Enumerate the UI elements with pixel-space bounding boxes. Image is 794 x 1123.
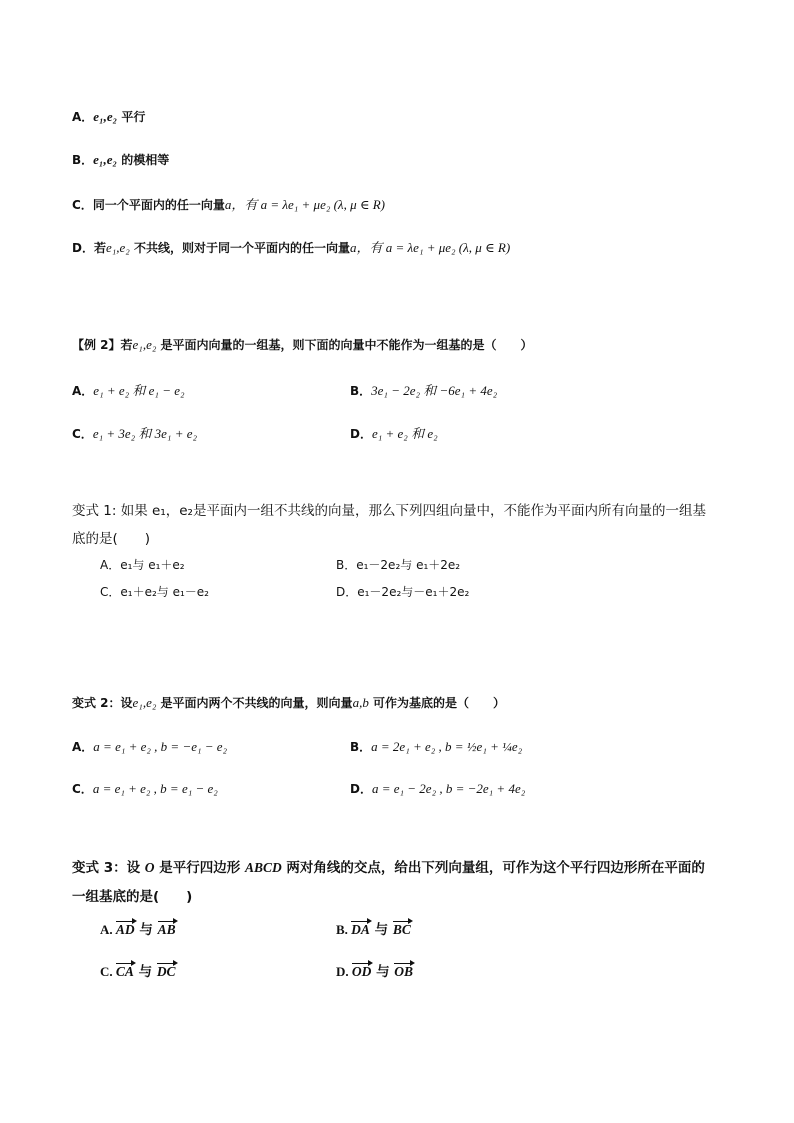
option-math: e₁ + e₂ 和 e₂	[371, 426, 438, 441]
option-math: a = 2e₁ + e₂ , b = ½e₁ + ¼e₂	[371, 739, 523, 754]
option-label: A．	[72, 110, 94, 124]
option-label: C.	[100, 964, 116, 979]
option-math: e₁,e₂	[93, 109, 118, 124]
option-label: B．	[350, 384, 372, 398]
ex2-option-c	[72, 423, 197, 442]
option-mid: 与	[134, 922, 158, 938]
ex2-heading	[72, 336, 533, 353]
heading-text: 变式 2：设	[72, 696, 133, 710]
v2-option-a	[72, 738, 227, 755]
option-text: 的模相等	[117, 153, 170, 167]
option-label: C．	[72, 427, 93, 441]
option-mid: 与	[369, 922, 393, 938]
vector-bc: BC	[392, 922, 411, 937]
option-math: a，有 a = λe₁ + μe₂ (λ, μ ∈ R)	[224, 197, 385, 212]
ex2-option-a	[72, 380, 185, 399]
option-math: e₁,e₂	[105, 240, 130, 255]
option-label: B．	[350, 740, 372, 754]
heading-mid: 是平面内两个不共线的向量，则向量	[156, 696, 353, 710]
v3-option-d	[336, 960, 413, 980]
option-label: D.	[336, 964, 352, 979]
option-math: a = e₁ − 2e₂ , b = −2e₁ + 4e₂	[371, 781, 526, 796]
option-math-2: a，有 a = λe₁ + μe₂ (λ, μ ∈ R)	[350, 240, 511, 255]
option-label: D．	[350, 427, 372, 441]
heading-rest: 可作为基底的是（ ）	[368, 696, 505, 710]
v3-line1	[72, 856, 705, 876]
heading-math: e₁,e₂	[132, 337, 157, 352]
v3-line2: 一组基底的是( )	[72, 889, 193, 905]
option-math: a = e₁ + e₂ , b = −e₁ − e₂	[93, 739, 228, 754]
shape-abcd: ABCD	[244, 860, 282, 875]
q1-option-a	[72, 108, 145, 125]
heading-rest: 是平面内向量的一组基，则下面的向量中不能作为一组基的是（ ）	[156, 338, 533, 352]
option-mid: 与	[371, 964, 395, 980]
q1-option-d	[72, 237, 510, 256]
option-mid: 与	[133, 964, 157, 980]
v1-option-d: D．e₁－2e₂与－e₁＋2e₂	[336, 585, 470, 599]
v2-option-d	[350, 780, 525, 797]
v2-option-c	[72, 780, 218, 797]
v3-option-c	[100, 960, 176, 980]
vector-dc: DC	[156, 964, 176, 979]
v1-line1: 变式 1: 如果 e₁，e₂是平面内一组不共线的向量，那么下列四组向量中，不能作为平面内所有向量的一组基	[72, 503, 706, 519]
vector-ob: OB	[394, 964, 414, 979]
text-part: 两对角线的交点，给出下列向量组，可作为这个平行四边形所在平面的	[281, 860, 705, 876]
text-part: 是平行四边形	[154, 860, 245, 876]
vector-ad: AD	[115, 922, 135, 937]
option-label: D．	[72, 241, 94, 255]
option-math: e₁,e₂	[93, 152, 118, 167]
option-math: e₁ + 3e₂ 和 3e₁ + e₂	[92, 426, 198, 441]
option-label: C．	[72, 198, 93, 212]
option-label: B.	[336, 922, 352, 937]
option-label: C．	[72, 782, 93, 796]
vector-ca: CA	[115, 964, 134, 979]
option-text-2: 不共线，则对于同一个平面内的任一向量	[129, 241, 351, 255]
option-label: D．	[350, 782, 372, 796]
option-text: 同一个平面内的任一向量	[92, 198, 225, 212]
text-part: 变式 3：设	[72, 860, 145, 876]
q1-option-b	[72, 151, 169, 168]
option-label: A.	[100, 922, 116, 937]
option-math: a = e₁ + e₂ , b = e₁ − e₂	[92, 781, 218, 796]
vector-da: DA	[351, 922, 370, 937]
q1-option-c	[72, 194, 385, 213]
heading-math: e₁,e₂	[132, 695, 157, 710]
option-text: 若	[93, 241, 106, 255]
option-text: 平行	[117, 110, 146, 124]
ex2-option-b	[350, 380, 497, 399]
option-label: A．	[72, 740, 94, 754]
vector-od: OD	[351, 964, 372, 979]
v1-option-c: C．e₁＋e₂与 e₁－e₂	[100, 585, 209, 599]
ex2-option-d	[350, 423, 438, 442]
heading-text: 【例 2】若	[72, 338, 133, 352]
v1-line2: 底的是( )	[72, 531, 151, 547]
option-label: B．	[72, 153, 94, 167]
v2-option-b	[350, 738, 522, 755]
option-math: e₁ + e₂ 和 e₁ − e₂	[93, 383, 185, 398]
v3-option-b	[336, 918, 411, 938]
point-o: O	[144, 860, 155, 875]
option-label: A．	[72, 384, 94, 398]
option-math: 3e₁ − 2e₂ 和 −6e₁ + 4e₂	[371, 383, 498, 398]
v1-option-a: A．e₁与 e₁＋e₂	[100, 558, 185, 572]
v3-option-a	[100, 918, 176, 938]
vector-ab: AB	[157, 922, 176, 937]
heading-math-2: a,b	[352, 695, 369, 710]
v1-option-b: B．e₁－2e₂与 e₁＋2e₂	[336, 558, 461, 572]
v2-heading	[72, 694, 505, 711]
